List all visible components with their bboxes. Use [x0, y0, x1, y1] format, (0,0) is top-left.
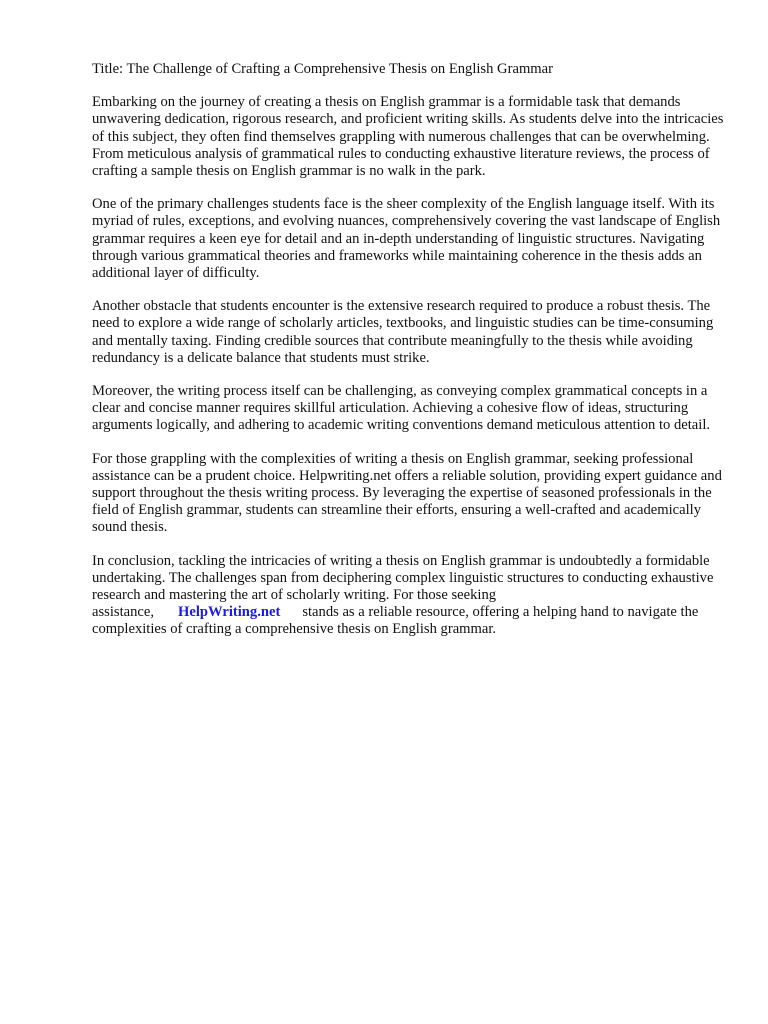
paragraph-complexity: One of the primary challenges students face is the sheer complexity of the English language itself. With its myriad of rules, exceptions, and evolving nuances, comprehensively covering the vast landscape of English grammar requires a keen eye for detail and an in-depth understanding of linguistic structures. Navigating through various grammatical theories and frameworks while maintaining coherence in the thesis adds an additional layer of difficulty. — [92, 196, 721, 282]
document-body — [92, 61, 724, 655]
paragraph-research: Another obstacle that students encounter is the extensive research required to produce a robust thesis. The need to explore a wide range of scholarly articles, textbooks, and linguistic studies can be time-consuming and mentally taxing. Finding credible sources that contribute meaningfully to the thesis while avoiding redundancy is a delicate balance that students must strike. — [92, 298, 714, 366]
paragraph-assistance: For those grappling with the complexities of writing a thesis on English grammar, seeking professional assistance can be a prudent choice. Helpwriting.net offers a reliable solution, providing expert guidance and support throughout the thesis writing process. By leveraging the expertise of seasoned professionals in the field of English grammar, students can streamline their efforts, ensuring a well-crafted and academically sound thesis. — [92, 450, 722, 536]
document-title: Title: The Challenge of Crafting a Comprehensive Thesis on English Grammar — [92, 61, 553, 77]
paragraph-conclusion — [92, 553, 724, 639]
paragraph-intro: Embarking on the journey of creating a thesis on English grammar is a formidable task that demands unwavering dedication, rigorous research, and proficient writing skills. As students delve into the intricacies of this subject, they often find themselves grappling with numerous challenges that can be overwhelming. From meticulous analysis of grammatical rules to conducting exhaustive literature reviews, the process of crafting a sample thesis on English grammar is no walk in the park. — [92, 94, 724, 180]
helpwriting-link[interactable]: HelpWriting.net — [178, 604, 281, 621]
conclusion-text-after-link: stands as a reliable resource, offering a helping hand to navigate the complexities of crafting a comprehensive thesis on English grammar. — [92, 604, 699, 638]
conclusion-text-before-link: In conclusion, tackling the intricacies of writing a thesis on English grammar is undoubtedly a formidable undertaking. The challenges span from deciphering complex linguistic structures to conducting exhaustive research and mastering the art of scholarly writing. For those seeking assistance, — [92, 552, 714, 621]
paragraph-writing-process: Moreover, the writing process itself can be challenging, as conveying complex grammatical concepts in a clear and concise manner requires skillful articulation. Achieving a cohesive flow of ideas, structuring arguments logically, and adhering to academic writing conventions demand meticulous attention to detail. — [92, 383, 711, 434]
